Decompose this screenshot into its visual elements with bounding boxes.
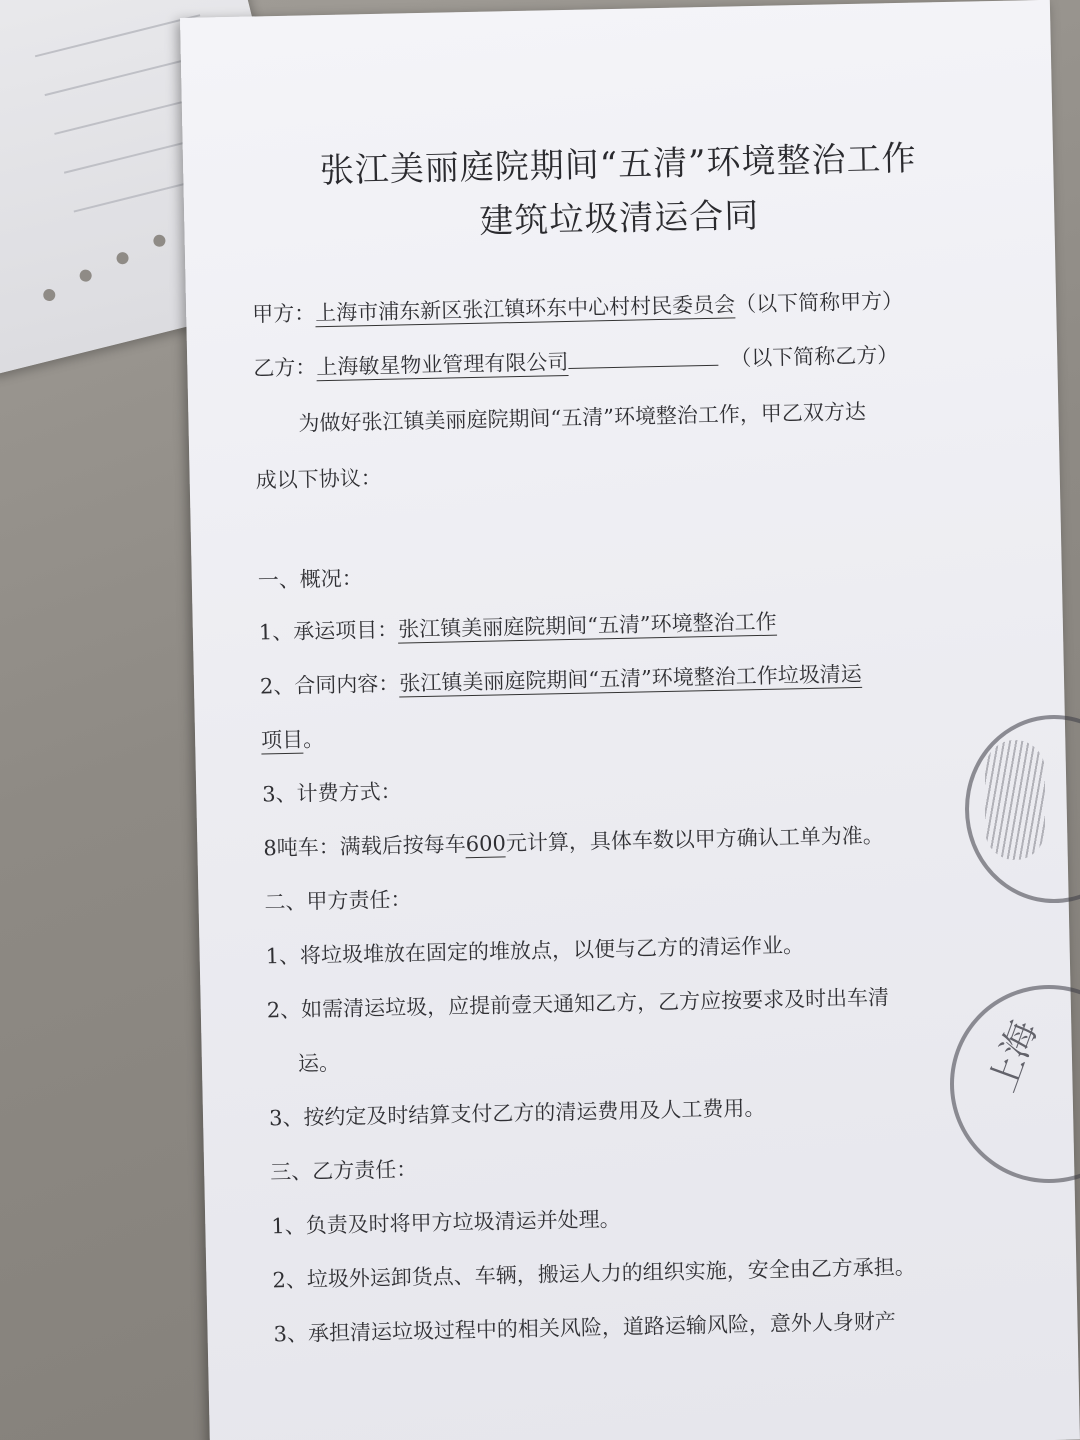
- item1-2: [260, 658, 862, 701]
- punch-hole: [78, 268, 93, 283]
- punch-hole: [42, 288, 57, 303]
- item3-2: 2、垃圾外运卸货点、车辆，搬运人力的组织实施，安全由乙方承担。: [272, 1254, 916, 1293]
- party-b-suffix: （以下简称乙方）: [730, 343, 899, 371]
- item1-1: [259, 606, 777, 647]
- fee-line: [263, 819, 884, 862]
- section1-heading: 一、概况：: [257, 566, 364, 593]
- party-b-blank-underline: [568, 345, 718, 369]
- item2-1: 1、将垃圾堆放在固定的堆放点，以便与乙方的清运作业。: [265, 933, 805, 969]
- party-a-line: [252, 285, 903, 329]
- party-b-label: 乙方：: [253, 355, 317, 381]
- item1-1-value: 张江镇美丽庭院期间“五清”环境整治工作: [397, 609, 777, 642]
- punch-hole: [115, 251, 130, 266]
- item1-2-value: 张江镇美丽庭院期间“五清”环境整治工作垃圾清运: [399, 661, 862, 696]
- item2-2-line2: 运。: [297, 1050, 341, 1076]
- fee-suffix: 元计算，具体车数以甲方确认工单为准。: [505, 823, 884, 856]
- item1-2-continuation: [261, 723, 325, 754]
- document-title-line2: 建筑垃圾清运合同: [478, 195, 760, 242]
- faint-print-line: [35, 14, 200, 57]
- fee-prefix: 8吨车：满载后按每车: [263, 832, 466, 861]
- item1-2-label: 2、合同内容：: [259, 671, 400, 699]
- document-title-line1: 张江美丽庭院期间“五清”环境整治工作: [319, 138, 917, 192]
- section3-heading: 三、乙方责任：: [269, 1157, 418, 1185]
- item1-2-end: 。: [302, 727, 325, 752]
- party-a-label: 甲方：: [251, 301, 316, 327]
- item3-1: 1、负责及时将甲方垃圾清运并处理。: [271, 1207, 621, 1239]
- seal-ink-texture: [985, 740, 1045, 860]
- party-a-name: 上海市浦东新区张江镇环东中心村村民委员会: [314, 292, 736, 326]
- contract-sheet: [180, 0, 1080, 1440]
- party-b-name: 上海敏星物业管理有限公司: [316, 349, 569, 380]
- party-a-suffix: （以下简称甲方）: [734, 288, 904, 317]
- punch-hole: [152, 233, 167, 248]
- intro-line2: 成以下协议：: [255, 465, 382, 493]
- section2-heading: 二、甲方责任：: [264, 887, 412, 915]
- item2-3: 3、按约定及时结算支付乙方的清运费用及人工费用。: [268, 1095, 766, 1131]
- intro-line1: 为做好张江镇美丽庭院期间“五清”环境整治工作，甲乙双方达: [298, 399, 867, 436]
- seal-text: 上海: [982, 1015, 1046, 1098]
- party-b-line: [253, 339, 898, 383]
- item3-3: 3、承担清运垃圾过程中的相关风险，道路运输风险，意外人身财产: [273, 1309, 897, 1347]
- item1-1-label: 1、承运项目：: [258, 617, 399, 645]
- item1-2-cont: 项目: [260, 727, 304, 753]
- item1-3-label: 3、计费方式：: [262, 779, 402, 807]
- item2-2-line1: 2、如需清运垃圾，应提前壹天通知乙方，乙方应按要求及时出车清: [266, 985, 890, 1023]
- fee-amount: 600: [465, 831, 507, 857]
